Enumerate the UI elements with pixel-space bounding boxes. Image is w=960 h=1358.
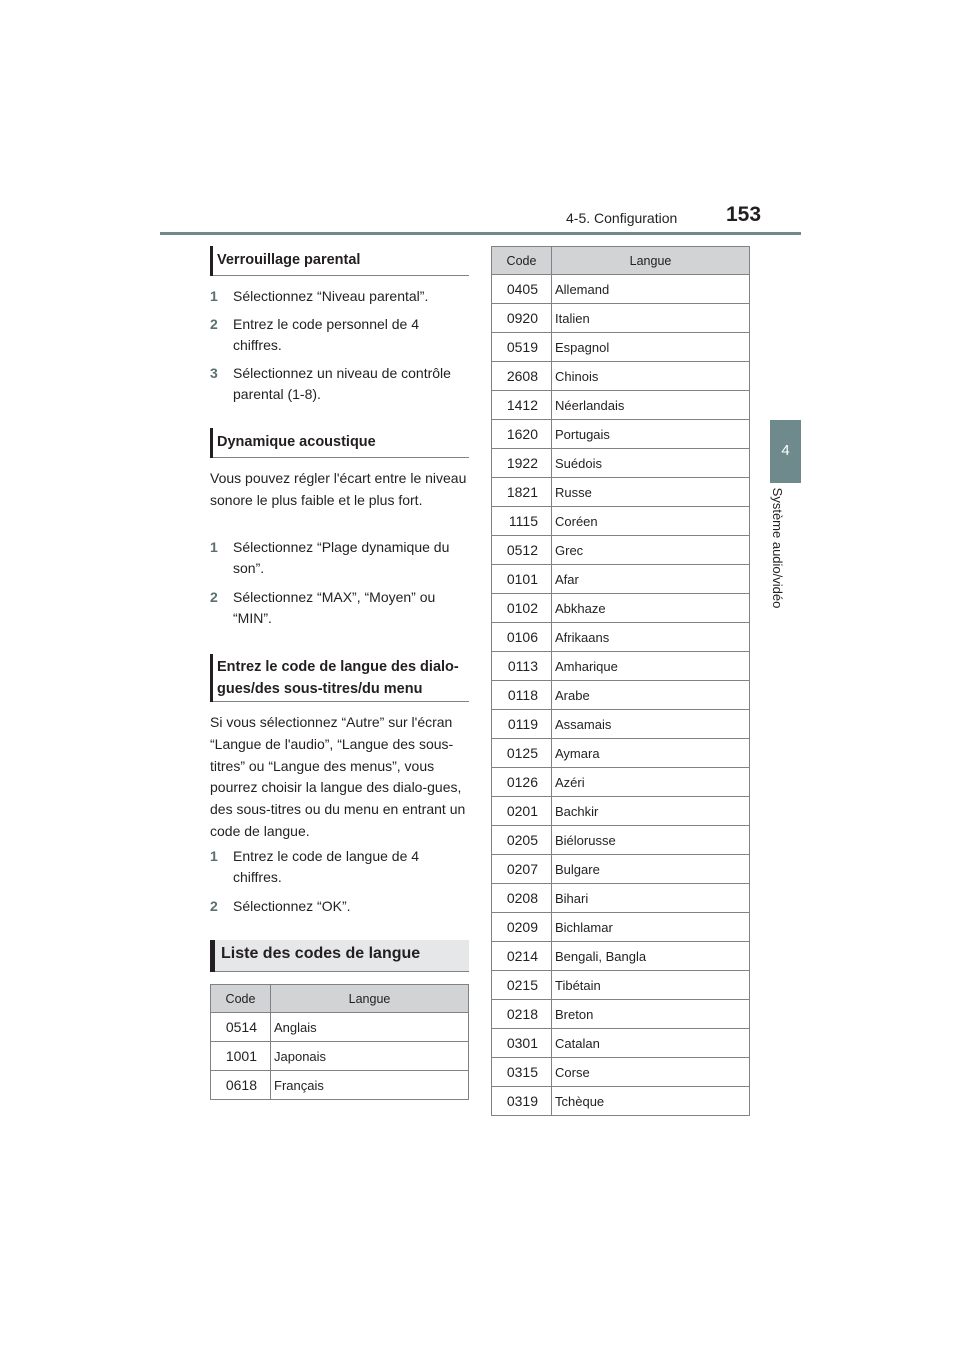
language-code-cell: 2608 bbox=[492, 362, 552, 391]
step-text: Sélectionnez “MAX”, “Moyen” ou “MIN”. bbox=[233, 589, 436, 626]
step-number: 1 bbox=[210, 539, 218, 555]
table-row bbox=[492, 1029, 750, 1058]
table-row bbox=[492, 855, 750, 884]
table-row bbox=[492, 333, 750, 362]
language-code-cell: 0512 bbox=[492, 536, 552, 565]
language-name-cell: Corse bbox=[552, 1058, 750, 1087]
dynamic-step-2 bbox=[210, 587, 468, 629]
table-row bbox=[492, 304, 750, 333]
language-name-cell: Bachkir bbox=[552, 797, 750, 826]
parental-step-3 bbox=[210, 363, 468, 405]
table-row bbox=[492, 594, 750, 623]
table-header-row bbox=[211, 985, 469, 1013]
language-name-cell: Coréen bbox=[552, 507, 750, 536]
language-code-cell: 0207 bbox=[492, 855, 552, 884]
table-row bbox=[492, 623, 750, 652]
language-name-cell: Abkhaze bbox=[552, 594, 750, 623]
table-row bbox=[492, 710, 750, 739]
language-code-cell: 0315 bbox=[492, 1058, 552, 1087]
step-number: 2 bbox=[210, 316, 218, 332]
language-code-cell: 0201 bbox=[492, 797, 552, 826]
table-row bbox=[492, 275, 750, 304]
table-row bbox=[492, 1000, 750, 1029]
language-code-cell: 0920 bbox=[492, 304, 552, 333]
language-name-cell: Catalan bbox=[552, 1029, 750, 1058]
language-name-cell: Italien bbox=[552, 304, 750, 333]
language-code-cell: 0118 bbox=[492, 681, 552, 710]
table-row bbox=[492, 1087, 750, 1116]
table-row bbox=[492, 565, 750, 594]
language-name-cell: Bichlamar bbox=[552, 913, 750, 942]
table-row bbox=[492, 797, 750, 826]
step-text: Entrez le code personnel de 4 chiffres. bbox=[233, 316, 420, 353]
language-code-cell: 0102 bbox=[492, 594, 552, 623]
language-name-cell: Espagnol bbox=[552, 333, 750, 362]
language-code-cell: 0205 bbox=[492, 826, 552, 855]
table-row bbox=[492, 739, 750, 768]
language-code-cell: 0214 bbox=[492, 942, 552, 971]
language-column-header: Langue bbox=[271, 985, 469, 1013]
language-name-cell: Tchèque bbox=[552, 1087, 750, 1116]
dynamic-intro: Vous pouvez régler l'écart entre le niveau sonore le plus faible et le plus fort. bbox=[210, 470, 467, 508]
language-name-cell: Biélorusse bbox=[552, 826, 750, 855]
language-code-cell: 0208 bbox=[492, 884, 552, 913]
code-list-heading: Liste des codes de langue bbox=[221, 945, 421, 962]
language-name-cell: Afar bbox=[552, 565, 750, 594]
section-title: 4-5. Configuration bbox=[566, 210, 678, 226]
language-code-table-left bbox=[210, 984, 469, 1100]
table-row bbox=[492, 1058, 750, 1087]
step-number: 2 bbox=[210, 589, 218, 605]
language-name-cell: Anglais bbox=[271, 1013, 469, 1042]
table-row bbox=[492, 536, 750, 565]
language-name-cell: Grec bbox=[552, 536, 750, 565]
language-name-cell: Portugais bbox=[552, 420, 750, 449]
language-code-cell: 1922 bbox=[492, 449, 552, 478]
language-code-cell: 1821 bbox=[492, 478, 552, 507]
table-header-row bbox=[492, 247, 750, 275]
language-name-cell: Assamais bbox=[552, 710, 750, 739]
parental-step-2 bbox=[210, 314, 468, 356]
language-name-cell: Tibétain bbox=[552, 971, 750, 1000]
language-code-cell: 1115 bbox=[492, 507, 552, 536]
table-row bbox=[492, 942, 750, 971]
language-column-header: Langue bbox=[552, 247, 750, 275]
language-code-cell: 0126 bbox=[492, 768, 552, 797]
step-number: 2 bbox=[210, 898, 218, 914]
step-text: Sélectionnez “OK”. bbox=[233, 898, 351, 914]
language-name-cell: Bengali, Bangla bbox=[552, 942, 750, 971]
table-row bbox=[492, 420, 750, 449]
language-code-table-right bbox=[491, 246, 750, 1116]
table-row bbox=[492, 913, 750, 942]
language-name-cell: Bulgare bbox=[552, 855, 750, 884]
language-name-cell: Aymara bbox=[552, 739, 750, 768]
language-code-step-1 bbox=[210, 846, 468, 888]
step-text: Sélectionnez “Niveau parental”. bbox=[233, 288, 429, 304]
step-number: 3 bbox=[210, 365, 218, 381]
language-code-intro: Si vous sélectionnez “Autre” sur l'écran “Langue de l'audio”, “Langue des sous-titres” ou “Langue des menus”, vous pourrez choisir la langue des dialo-gues, des sous-titres ou du menu en entrant un code de langue. bbox=[210, 714, 466, 839]
language-name-cell: Bihari bbox=[552, 884, 750, 913]
language-name-cell: Breton bbox=[552, 1000, 750, 1029]
table-row bbox=[211, 1071, 469, 1100]
table-row bbox=[492, 884, 750, 913]
language-name-cell: Chinois bbox=[552, 362, 750, 391]
chapter-label: Système audio/vidéo bbox=[770, 487, 785, 609]
parental-step-1 bbox=[210, 286, 468, 307]
language-code-cell: 0101 bbox=[492, 565, 552, 594]
chapter-number: 4 bbox=[781, 442, 790, 459]
table-row bbox=[492, 681, 750, 710]
dynamic-step-1 bbox=[210, 537, 468, 579]
language-code-cell: 0215 bbox=[492, 971, 552, 1000]
table-row bbox=[492, 507, 750, 536]
table-row bbox=[492, 826, 750, 855]
table-row bbox=[492, 768, 750, 797]
language-name-cell: Allemand bbox=[552, 275, 750, 304]
language-code-heading: Entrez le code de langue des dialo-gues/des sous-titres/du menu bbox=[210, 654, 469, 702]
table-row bbox=[492, 449, 750, 478]
language-code-cell: 0319 bbox=[492, 1087, 552, 1116]
dynamic-heading: Dynamique acoustique bbox=[210, 428, 469, 458]
language-code-cell: 0514 bbox=[211, 1013, 271, 1042]
step-text: Sélectionnez “Plage dynamique du son”. bbox=[233, 539, 450, 576]
language-code-cell: 1001 bbox=[211, 1042, 271, 1071]
language-name-cell: Néerlandais bbox=[552, 391, 750, 420]
language-code-cell: 0301 bbox=[492, 1029, 552, 1058]
step-number: 1 bbox=[210, 288, 218, 304]
language-name-cell: Japonais bbox=[271, 1042, 469, 1071]
header-rule bbox=[160, 232, 801, 235]
language-code-cell: 1620 bbox=[492, 420, 552, 449]
page-number: 153 bbox=[726, 203, 762, 226]
language-name-cell: Français bbox=[271, 1071, 469, 1100]
language-name-cell: Arabe bbox=[552, 681, 750, 710]
code-column-header: Code bbox=[492, 247, 552, 275]
language-code-cell: 0119 bbox=[492, 710, 552, 739]
language-code-cell: 0519 bbox=[492, 333, 552, 362]
language-name-cell: Suédois bbox=[552, 449, 750, 478]
table-row bbox=[492, 652, 750, 681]
language-code-cell: 0218 bbox=[492, 1000, 552, 1029]
step-number: 1 bbox=[210, 848, 218, 864]
step-text: Sélectionnez un niveau de contrôle parental (1-8). bbox=[233, 365, 451, 402]
table-row bbox=[211, 1042, 469, 1071]
language-code-cell: 0405 bbox=[492, 275, 552, 304]
language-name-cell: Russe bbox=[552, 478, 750, 507]
code-column-header: Code bbox=[211, 985, 271, 1013]
table-row bbox=[492, 362, 750, 391]
language-code-cell: 0209 bbox=[492, 913, 552, 942]
table-row bbox=[211, 1013, 469, 1042]
language-code-cell: 0618 bbox=[211, 1071, 271, 1100]
table-row bbox=[492, 478, 750, 507]
code-list-heading-box bbox=[210, 940, 469, 972]
language-name-cell: Azéri bbox=[552, 768, 750, 797]
language-name-cell: Amharique bbox=[552, 652, 750, 681]
language-name-cell: Afrikaans bbox=[552, 623, 750, 652]
language-code-cell: 0125 bbox=[492, 739, 552, 768]
parental-heading: Verrouillage parental bbox=[210, 246, 469, 276]
language-code-cell: 0106 bbox=[492, 623, 552, 652]
language-code-step-2 bbox=[210, 896, 468, 917]
table-row bbox=[492, 971, 750, 1000]
language-code-cell: 1412 bbox=[492, 391, 552, 420]
table-row bbox=[492, 391, 750, 420]
step-text: Entrez le code de langue de 4 chiffres. bbox=[233, 848, 420, 885]
language-code-cell: 0113 bbox=[492, 652, 552, 681]
